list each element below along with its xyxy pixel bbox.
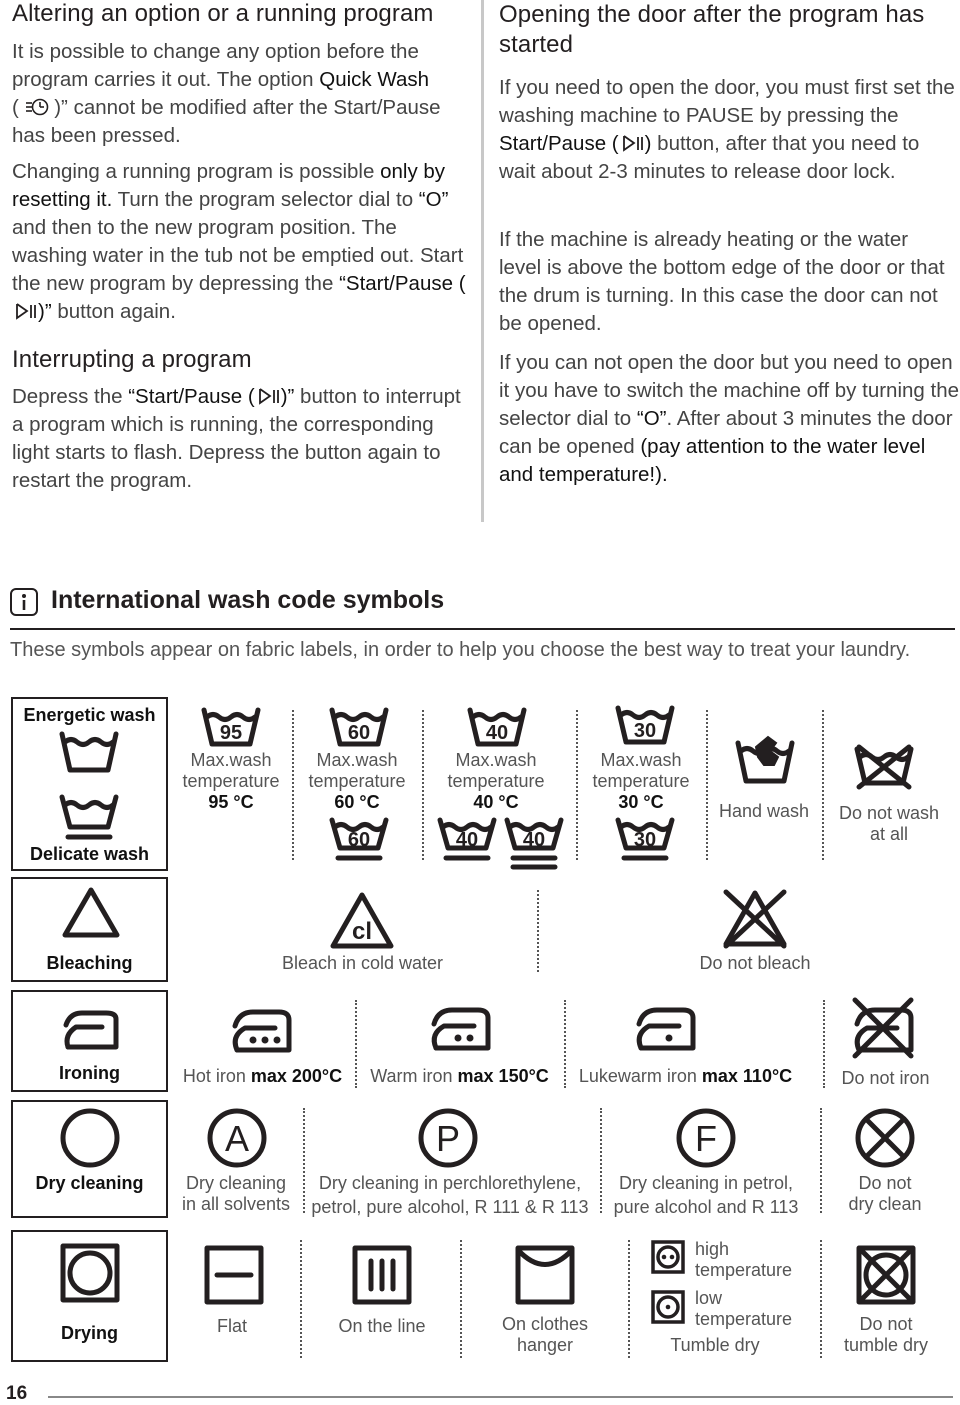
wash-95-label [176, 750, 286, 813]
delicate-wash-label: Delicate wash [29, 844, 150, 864]
text: max 150°C [457, 1066, 549, 1086]
text: temperature [447, 771, 545, 791]
wash-30-delicate-icon [616, 818, 676, 868]
bleach-cold-label: Bleach in cold water [281, 953, 444, 973]
text: 60 °C [334, 792, 380, 812]
text: Start/Pause ( [499, 132, 619, 155]
text: Turn the program selector dial to [112, 188, 419, 211]
dry-line-icon [352, 1245, 412, 1305]
text: hanger [516, 1335, 574, 1355]
altering-paragraph-2 [12, 158, 474, 326]
door-heading: Opening the door after the program has started [499, 1, 925, 58]
dry-clean-p-icon [418, 1108, 478, 1168]
divider [600, 1108, 602, 1213]
divider [300, 1240, 302, 1358]
text: Dry cleaning in petrol, [618, 1173, 794, 1193]
wash-30-delicate-number: 30 [633, 829, 657, 851]
text: )” [48, 96, 68, 119]
text: temperature [592, 771, 690, 791]
text: ( [12, 96, 25, 119]
divider [822, 710, 824, 860]
tumble-high-icon [651, 1240, 685, 1274]
dry-flat-icon [204, 1245, 264, 1305]
divider [820, 1108, 822, 1213]
text: . After about 3 minutes the door can be opened [499, 407, 953, 458]
lukewarm-iron-icon [633, 1008, 697, 1052]
text: (pay attention to the water level and temperature!). [499, 435, 926, 486]
text: Lukewarm iron [578, 1066, 702, 1086]
dry-hanger-label [485, 1314, 605, 1356]
delicate-wash-icon [60, 795, 120, 845]
lukewarm-iron-label [573, 1066, 798, 1087]
energetic-wash-label: Energetic wash [23, 705, 156, 725]
text: Max.wash [190, 750, 272, 770]
altering-paragraph-1 [12, 38, 474, 150]
text: If you need to open the door, you must first set the washing machine to PAUSE by pressing the [499, 76, 955, 127]
text: low [695, 1288, 723, 1308]
dry-clean-letter-p: P [435, 1118, 461, 1159]
divider [460, 1240, 462, 1358]
text: petrol, pure alcohol, R 111 & R 113 [311, 1197, 589, 1217]
wash-30-number: 30 [633, 720, 657, 742]
interrupt-heading: Interrupting a program [12, 346, 252, 373]
text: Max.wash [455, 750, 537, 770]
divider [564, 1000, 566, 1088]
drying-icon [60, 1243, 120, 1303]
text: button again. [51, 300, 176, 323]
wash-60-delicate-number: 60 [347, 829, 371, 851]
tumble-high-label [695, 1239, 805, 1281]
tumble-low-icon [651, 1290, 685, 1324]
dry-line-label: On the line [338, 1316, 426, 1336]
warm-iron-label [362, 1066, 557, 1087]
dry-clean-perc-label [305, 1173, 595, 1218]
do-not-tumble-dry-label [832, 1314, 940, 1356]
bleach-cl-text: cl [351, 918, 373, 945]
do-not-wash-label [830, 803, 948, 845]
energetic-wash-icon [60, 732, 120, 777]
altering-heading: Altering an option or a running program [12, 0, 434, 27]
hand-wash-icon [736, 735, 796, 790]
text: max 200°C [250, 1066, 343, 1086]
wash-60-delicate-icon [330, 818, 390, 868]
wash-40-number: 40 [485, 722, 509, 744]
text: temperature [695, 1309, 793, 1329]
text: It is possible to change any option before the program carries it out. The option [12, 40, 419, 91]
wash-95-icon [202, 708, 262, 748]
text: cannot be modified after the Start/Pause has been pressed. [12, 96, 441, 147]
door-paragraph-3 [499, 349, 960, 489]
do-not-wash-icon [855, 745, 915, 795]
wash-codes-intro: These symbols appear on fabric labels, in order to help you choose the best way to treat your laundry. [10, 639, 911, 661]
page-number: 16 [6, 1383, 28, 1404]
text: Do not [858, 1173, 912, 1193]
text: Max.wash [316, 750, 398, 770]
text: Depress the [12, 385, 129, 408]
iron-icon [60, 1011, 120, 1051]
do-not-dry-clean-label [830, 1173, 940, 1215]
text: max 110°C [701, 1066, 793, 1086]
divider [628, 1240, 630, 1358]
quick-wash-icon [25, 97, 49, 117]
text: and then to the new program position. The washing water in the tub not be emptied out. Start the new program by depressing the [12, 216, 464, 295]
dry-clean-letter-a: A [224, 1118, 250, 1159]
text: ) [644, 132, 652, 155]
divider [823, 1000, 825, 1088]
tumble-dry-label: Tumble dry [670, 1335, 760, 1355]
footer-rule [48, 1396, 953, 1398]
dry-cleaning-label: Dry cleaning [35, 1173, 144, 1193]
wash-40-label [441, 750, 551, 813]
dry-hanger-icon [515, 1245, 575, 1305]
do-not-iron-icon [851, 998, 915, 1058]
text: tumble dry [843, 1335, 929, 1355]
wash-95-number: 95 [219, 722, 243, 744]
start-pause-icon [619, 133, 645, 153]
start-pause-icon [255, 386, 281, 406]
divider [422, 710, 424, 860]
divider [292, 710, 294, 860]
text: 40 °C [473, 792, 519, 812]
dry-clean-f-icon [676, 1108, 736, 1168]
interrupt-paragraph [12, 383, 474, 495]
dry-clean-letter-f: F [695, 1118, 717, 1159]
wash-40-very-delicate-icon [505, 818, 565, 874]
warm-iron-icon [428, 1008, 492, 1052]
door-paragraph-1 [499, 74, 960, 186]
heading-rule [10, 628, 955, 630]
wash-30-icon [616, 706, 676, 746]
divider [706, 710, 708, 860]
text: pure alcohol and R 113 [613, 1197, 799, 1217]
text: only by resetting it. [12, 160, 446, 211]
wash-60-label [302, 750, 412, 813]
text: Dry cleaning in perchlorethylene, [318, 1173, 582, 1193]
divider [576, 710, 578, 860]
text: Do not wash [838, 803, 940, 823]
text: temperature [695, 1260, 793, 1280]
wash-40-delicate-icon [438, 818, 498, 868]
ironing-label: Ironing [59, 1063, 120, 1083]
text: Max.wash [600, 750, 682, 770]
quick-wash-label: Quick Wash [319, 68, 430, 91]
start-pause-icon [12, 301, 38, 321]
door-paragraph-2: If the machine is already heating or the water level is above the bottom edge of the door or that the drum is turning. In this case the door can not be opened. [499, 228, 945, 335]
info-icon [10, 588, 38, 616]
text: 30 °C [618, 792, 664, 812]
wash-30-label [586, 750, 696, 813]
wash-60-icon [330, 708, 390, 748]
text: Hot iron [182, 1066, 251, 1086]
text: )” [280, 385, 295, 408]
text: If you can not open the door but you need to open it you have to switch the machine off by turning the selector dial to [499, 351, 959, 430]
dry-flat-label: Flat [216, 1316, 247, 1336]
text: Do not [859, 1314, 913, 1334]
do-not-bleach-label: Do not bleach [699, 953, 811, 973]
hot-iron-label [170, 1066, 355, 1087]
text: at all [869, 824, 909, 844]
divider [820, 1240, 822, 1358]
bleach-cold-icon [330, 892, 394, 950]
hand-wash-label: Hand wash [718, 801, 810, 821]
do-not-tumble-dry-icon [856, 1245, 916, 1305]
wash-60-number: 60 [347, 722, 371, 744]
wash-40-very-delicate-number: 40 [522, 829, 546, 851]
do-not-iron-label: Do not iron [841, 1068, 930, 1088]
text: )” [38, 300, 52, 323]
do-not-bleach-icon [722, 888, 788, 950]
divider [537, 890, 539, 972]
text: in all solvents [181, 1194, 291, 1214]
tumble-low-label [695, 1288, 805, 1330]
hot-iron-icon [229, 1010, 293, 1054]
dry-clean-all-label [170, 1173, 302, 1215]
text: temperature [308, 771, 406, 791]
text: button, after that you need to wait about 2-3 minutes to release door lock. [499, 132, 920, 183]
text: Dry cleaning [185, 1173, 287, 1193]
text: Changing a running program is possible [12, 160, 381, 183]
text: high [695, 1239, 730, 1259]
dry-clean-a-icon [207, 1108, 267, 1168]
text: “Start/Pause ( [128, 385, 255, 408]
dry-clean-icon [60, 1108, 120, 1168]
text: “O” [418, 188, 449, 211]
drying-label: Drying [60, 1323, 118, 1343]
text: 95 °C [208, 792, 254, 812]
text: dry clean [848, 1194, 922, 1214]
dry-clean-petrol-label [607, 1173, 805, 1218]
text: “Start/Pause ( [339, 272, 466, 295]
do-not-dry-clean-icon [855, 1108, 915, 1168]
bleaching-label: Bleaching [46, 953, 133, 973]
divider [355, 1000, 357, 1088]
text: button to interrupt a program which is running, the corresponding light starts to flash. Depress the button again to restart the program. [12, 385, 461, 492]
wash-40-delicate-number: 40 [455, 829, 479, 851]
bleach-icon [62, 887, 120, 939]
wash-40-icon [468, 708, 528, 748]
text: On clothes [501, 1314, 589, 1334]
column-divider [481, 0, 484, 522]
text: Warm iron [370, 1066, 458, 1086]
text: temperature [182, 771, 280, 791]
wash-codes-heading: International wash code symbols [51, 586, 445, 614]
text: “O” [636, 407, 667, 430]
